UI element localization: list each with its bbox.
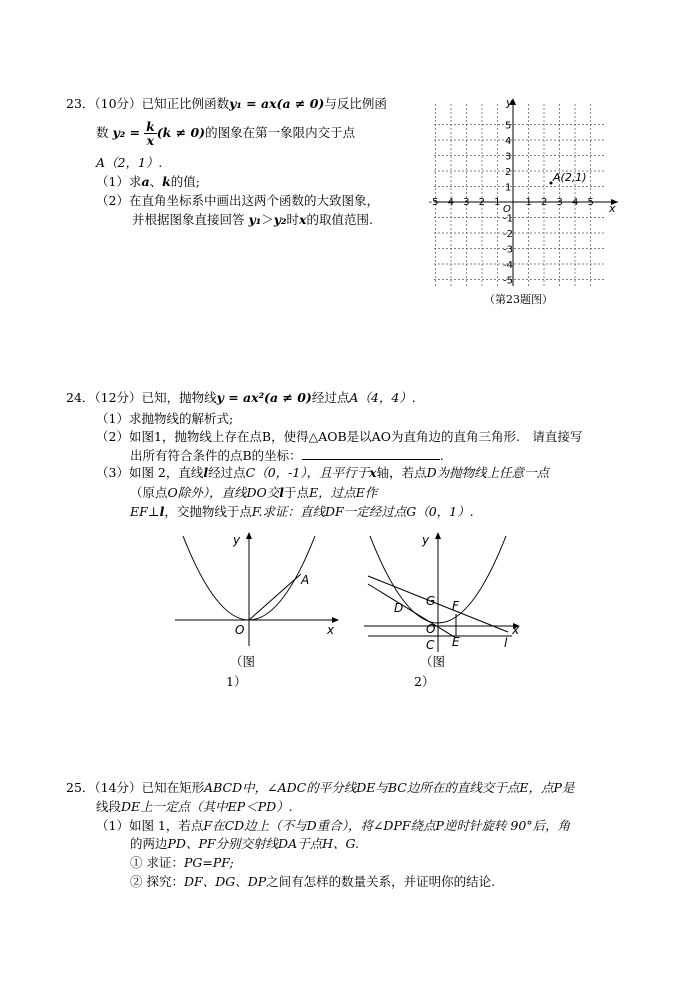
q24-sub3-a2: 经过点 (208, 465, 246, 480)
q23-sub2-gt: ＞ (261, 212, 274, 227)
q24-sub3-c2: l (159, 504, 165, 519)
q25-sub1-b2: PD、PF分别交射线 (167, 836, 279, 851)
q23-line-2 (96, 119, 355, 147)
fig2-x-label: x (512, 623, 520, 637)
q24-sub3-b6: E，过点 (309, 485, 356, 500)
q23-y-tick: 4 (505, 136, 512, 147)
q25-stem-a4: DE与 (356, 780, 388, 795)
q23-sub2-b (132, 212, 373, 228)
q23-x-tick: 5 (587, 197, 594, 208)
q23-y-tick: 1 (505, 182, 512, 194)
q23-figure-caption: （第23题图） (484, 293, 553, 306)
q25-sub1-a6: P逆时针旋转 90°后，角 (435, 818, 571, 833)
fig1-caption-1: （图 (230, 654, 256, 669)
q24-sub3-b4: l (279, 485, 285, 500)
q25-stem-a7: P是 (553, 780, 575, 795)
fig2-y-arrow-icon (435, 532, 441, 539)
q24-answer-blank[interactable] (302, 447, 440, 460)
q25-sub1-a1: （1）如图 1，若点 (96, 818, 204, 833)
q23-y2-lhs: y₂ = (112, 125, 141, 140)
q23-y-tick: 3 (505, 151, 512, 163)
q24-line-1 (66, 390, 416, 406)
q23-y1-formula: y₁ = ax(a ≠ 0) (229, 96, 325, 111)
q23-sub2-x: x (299, 212, 307, 227)
fig2-caption-1: （图 (420, 654, 446, 669)
q23-y-tick: 2 (505, 167, 512, 178)
q24-sub3-l: l (203, 465, 209, 480)
q23-point-a (96, 155, 162, 171)
q24-number: 24． (66, 390, 95, 405)
fig1-y-label: y (233, 533, 241, 547)
q23-x-tick: -3 (459, 197, 470, 208)
q23-sub2-b-text: 并根据图象直接回答 (132, 212, 245, 227)
q25-stem-b1: 线段 (96, 799, 122, 814)
q25-stem-a1: 已知在矩形 (141, 780, 205, 795)
q23-sub1-sep: 、 (149, 174, 163, 189)
q25-sub1-b1: 的两边 (130, 836, 168, 851)
q25-sub1-a4: D重合），将∠ (306, 818, 384, 833)
fig2-label-c: C (426, 638, 435, 652)
q24-sub3-b7: E作 (355, 485, 378, 500)
fig1-segment-oa (249, 574, 301, 620)
q23-y-tick: -2 (503, 229, 513, 240)
q24-stem-b: 经过点 (311, 390, 350, 405)
q25-item1-eq: PG=PF; (184, 855, 234, 870)
q23-y2-fraction (144, 120, 157, 147)
q23-x-tick: -5 (428, 197, 439, 208)
q23-x-tick: 3 (556, 197, 563, 208)
q23-sub1 (96, 174, 200, 190)
q23-point-a-label: A(2,1) (553, 171, 587, 184)
fig1-point-a: A (301, 573, 310, 587)
q23-points: （10分） (94, 96, 142, 111)
q23-y-tick: -5 (503, 275, 513, 287)
q23-coordinate-grid (428, 96, 624, 292)
q24-sub3-c (130, 504, 474, 520)
q24-sub3-b1: （原点 (130, 485, 168, 500)
q25-points: （14分） (94, 780, 142, 795)
q24-sub2-a-text: （2）如图1，抛物线上存在点B，使得△AOB是以AO为直角边的直角三角形. 请直接写 (96, 429, 583, 444)
fig1-origin: O (235, 623, 245, 637)
q24-sub3-c1: EF⊥ (130, 504, 160, 519)
fig2-label-e: E (452, 635, 460, 649)
q25-line-1 (66, 780, 574, 796)
fig2-label-f: F (452, 599, 459, 613)
q23-point-a-text: A（2，1）. (96, 155, 163, 170)
q25-item2-mark: ② (130, 874, 143, 889)
q25-sub1-a5: DPF绕点 (383, 818, 436, 833)
q23-x-tick: 1 (525, 197, 532, 208)
q24-sub3-c6: G（0，1）. (406, 504, 474, 519)
q25-number: 25． (66, 780, 95, 795)
q24-sub2-end: . (439, 448, 444, 463)
fig2-line-do (368, 584, 456, 638)
q25-sub1-b4: H、G. (322, 836, 360, 851)
q24-sub3-b5: 于点 (284, 485, 310, 500)
q25-stem-a3: ADC的平分线 (277, 780, 357, 795)
q24-figure-2 (362, 530, 532, 654)
q23-x-label: x (609, 202, 616, 215)
q23-sub1-end: 的值; (170, 174, 200, 189)
q24-sub3-a (96, 465, 549, 481)
q24-sub1-text: （1）求抛物线的解析式; (96, 411, 234, 426)
fig2-caption-2: 2） (414, 674, 435, 689)
q23-y-tick: 5 (505, 120, 512, 132)
q23-sub2-c: 时 (286, 212, 300, 227)
q23-y2-den: x (146, 133, 155, 148)
q25-item2-text: 探究： (146, 874, 185, 889)
q23-number: 23． (66, 96, 95, 111)
q25-item1-mark: ① (130, 855, 143, 870)
q23-sub2-d: 的取值范围. (306, 212, 373, 227)
q23-line-1 (66, 96, 387, 112)
fig2-y-label: y (422, 533, 430, 547)
q23-x-tick: -1 (490, 197, 501, 208)
q24-stem-a: 已知，抛物线 (141, 390, 217, 405)
q23-sub2-a (96, 193, 379, 209)
q25-stem-b3: EP＜PD）. (227, 799, 293, 814)
q23-stem-b: 与反比例函 (324, 96, 387, 111)
q23-stem-c: 数 (96, 125, 109, 140)
q25-stem-a5: BC边所在的直线交于点 (387, 780, 520, 795)
q24-sub3-a5: D为抛物线上任意一点 (426, 465, 550, 480)
q24-sub3-c5: DF一定经过点 (325, 504, 407, 519)
q25-sub1-a (96, 818, 570, 834)
q23-sub1-text: （1）求 (96, 174, 142, 189)
q23-sub1-a: a (141, 174, 150, 189)
q25-item-2 (130, 874, 495, 890)
fig2-label-g: G (426, 594, 436, 608)
q25-stem-b2: DE上一定点（其中 (121, 799, 228, 814)
q24-points: （12分） (94, 390, 142, 405)
q23-sub2-y2: y₂ (273, 212, 287, 227)
q24-formula: y = ax²(a ≠ 0) (216, 390, 312, 405)
q23-y-tick: -1 (503, 213, 513, 225)
q24-sub3-b2: O除外），直线 (167, 485, 247, 500)
q25-sub1-b3: DA于点 (278, 836, 323, 851)
q23-sub2-a-text: （2）在直角坐标系中画出这两个函数的大致图象， (96, 193, 379, 208)
q24-sub3-a1: （3）如图 2，直线 (96, 465, 204, 480)
q23-sub1-k: k (162, 174, 171, 189)
fig1-x-label: x (327, 623, 335, 637)
fig2-label-l: l (504, 636, 508, 650)
q23-origin-label: O (503, 204, 511, 215)
q24-sub3-b3: DO交 (246, 485, 280, 500)
q23-stem-a: 已知正比例函数 (141, 96, 230, 111)
q24-sub3-a4: 轴，若点 (376, 465, 427, 480)
q25-sub1-a2: F在 (203, 818, 225, 833)
q24-sub2-a (96, 429, 582, 445)
q25-sub1-a3: CD边上（不与 (224, 818, 307, 833)
q23-y2-cond: (k ≠ 0) (156, 125, 206, 140)
q25-item2-end: 之间有怎样的数量关系，并证明你的结论. (266, 874, 496, 889)
q24-sub3-b (130, 485, 377, 501)
q24-figure-1 (175, 530, 345, 648)
q23-x-tick: 2 (541, 197, 548, 208)
q24-sub3-a3: C（0，-1），且平行于 (245, 465, 370, 480)
q23-x-tick: 4 (572, 197, 579, 208)
q24-sub1 (96, 411, 233, 427)
q24-sub2-b (130, 447, 444, 464)
q23-y-label: y (506, 96, 513, 109)
q23-y2-num: k (146, 119, 155, 134)
q24-stem-c: A（4，4）. (349, 390, 416, 405)
q23-x-tick: -2 (475, 197, 485, 208)
q23-sub2-y1: y₁ (248, 212, 262, 227)
q24-sub2-b-text: 出所有符合条件的点B的坐标： (130, 448, 302, 463)
q23-y-tick: -4 (503, 260, 513, 271)
q25-line-2 (96, 799, 293, 815)
q23-y-tick: -3 (503, 244, 513, 256)
fig2-label-d: D (394, 601, 404, 615)
q25-stem-a6: E，点 (519, 780, 554, 795)
q25-stem-a2: ABCD中，∠ (204, 780, 278, 795)
q25-item2-eq: DF、DG、DP (184, 874, 267, 889)
q25-sub1-b (130, 836, 359, 852)
q24-sub3-c4: F.求证：直线 (251, 504, 326, 519)
q24-sub3-x: x (369, 465, 377, 480)
fig1-y-arrow-icon (246, 532, 252, 539)
fig1-caption-2: 1） (226, 674, 247, 689)
q24-sub3-c3: ，交抛物线于点 (164, 504, 252, 519)
q25-item1-text: 求证： (146, 855, 185, 870)
q23-x-tick: -4 (444, 197, 454, 208)
q25-item-1 (130, 855, 234, 871)
q23-grid-lines (434, 104, 604, 286)
q23-stem-d: 的图象在第一象限内交于点 (205, 125, 356, 140)
fig2-origin: O (426, 622, 436, 636)
